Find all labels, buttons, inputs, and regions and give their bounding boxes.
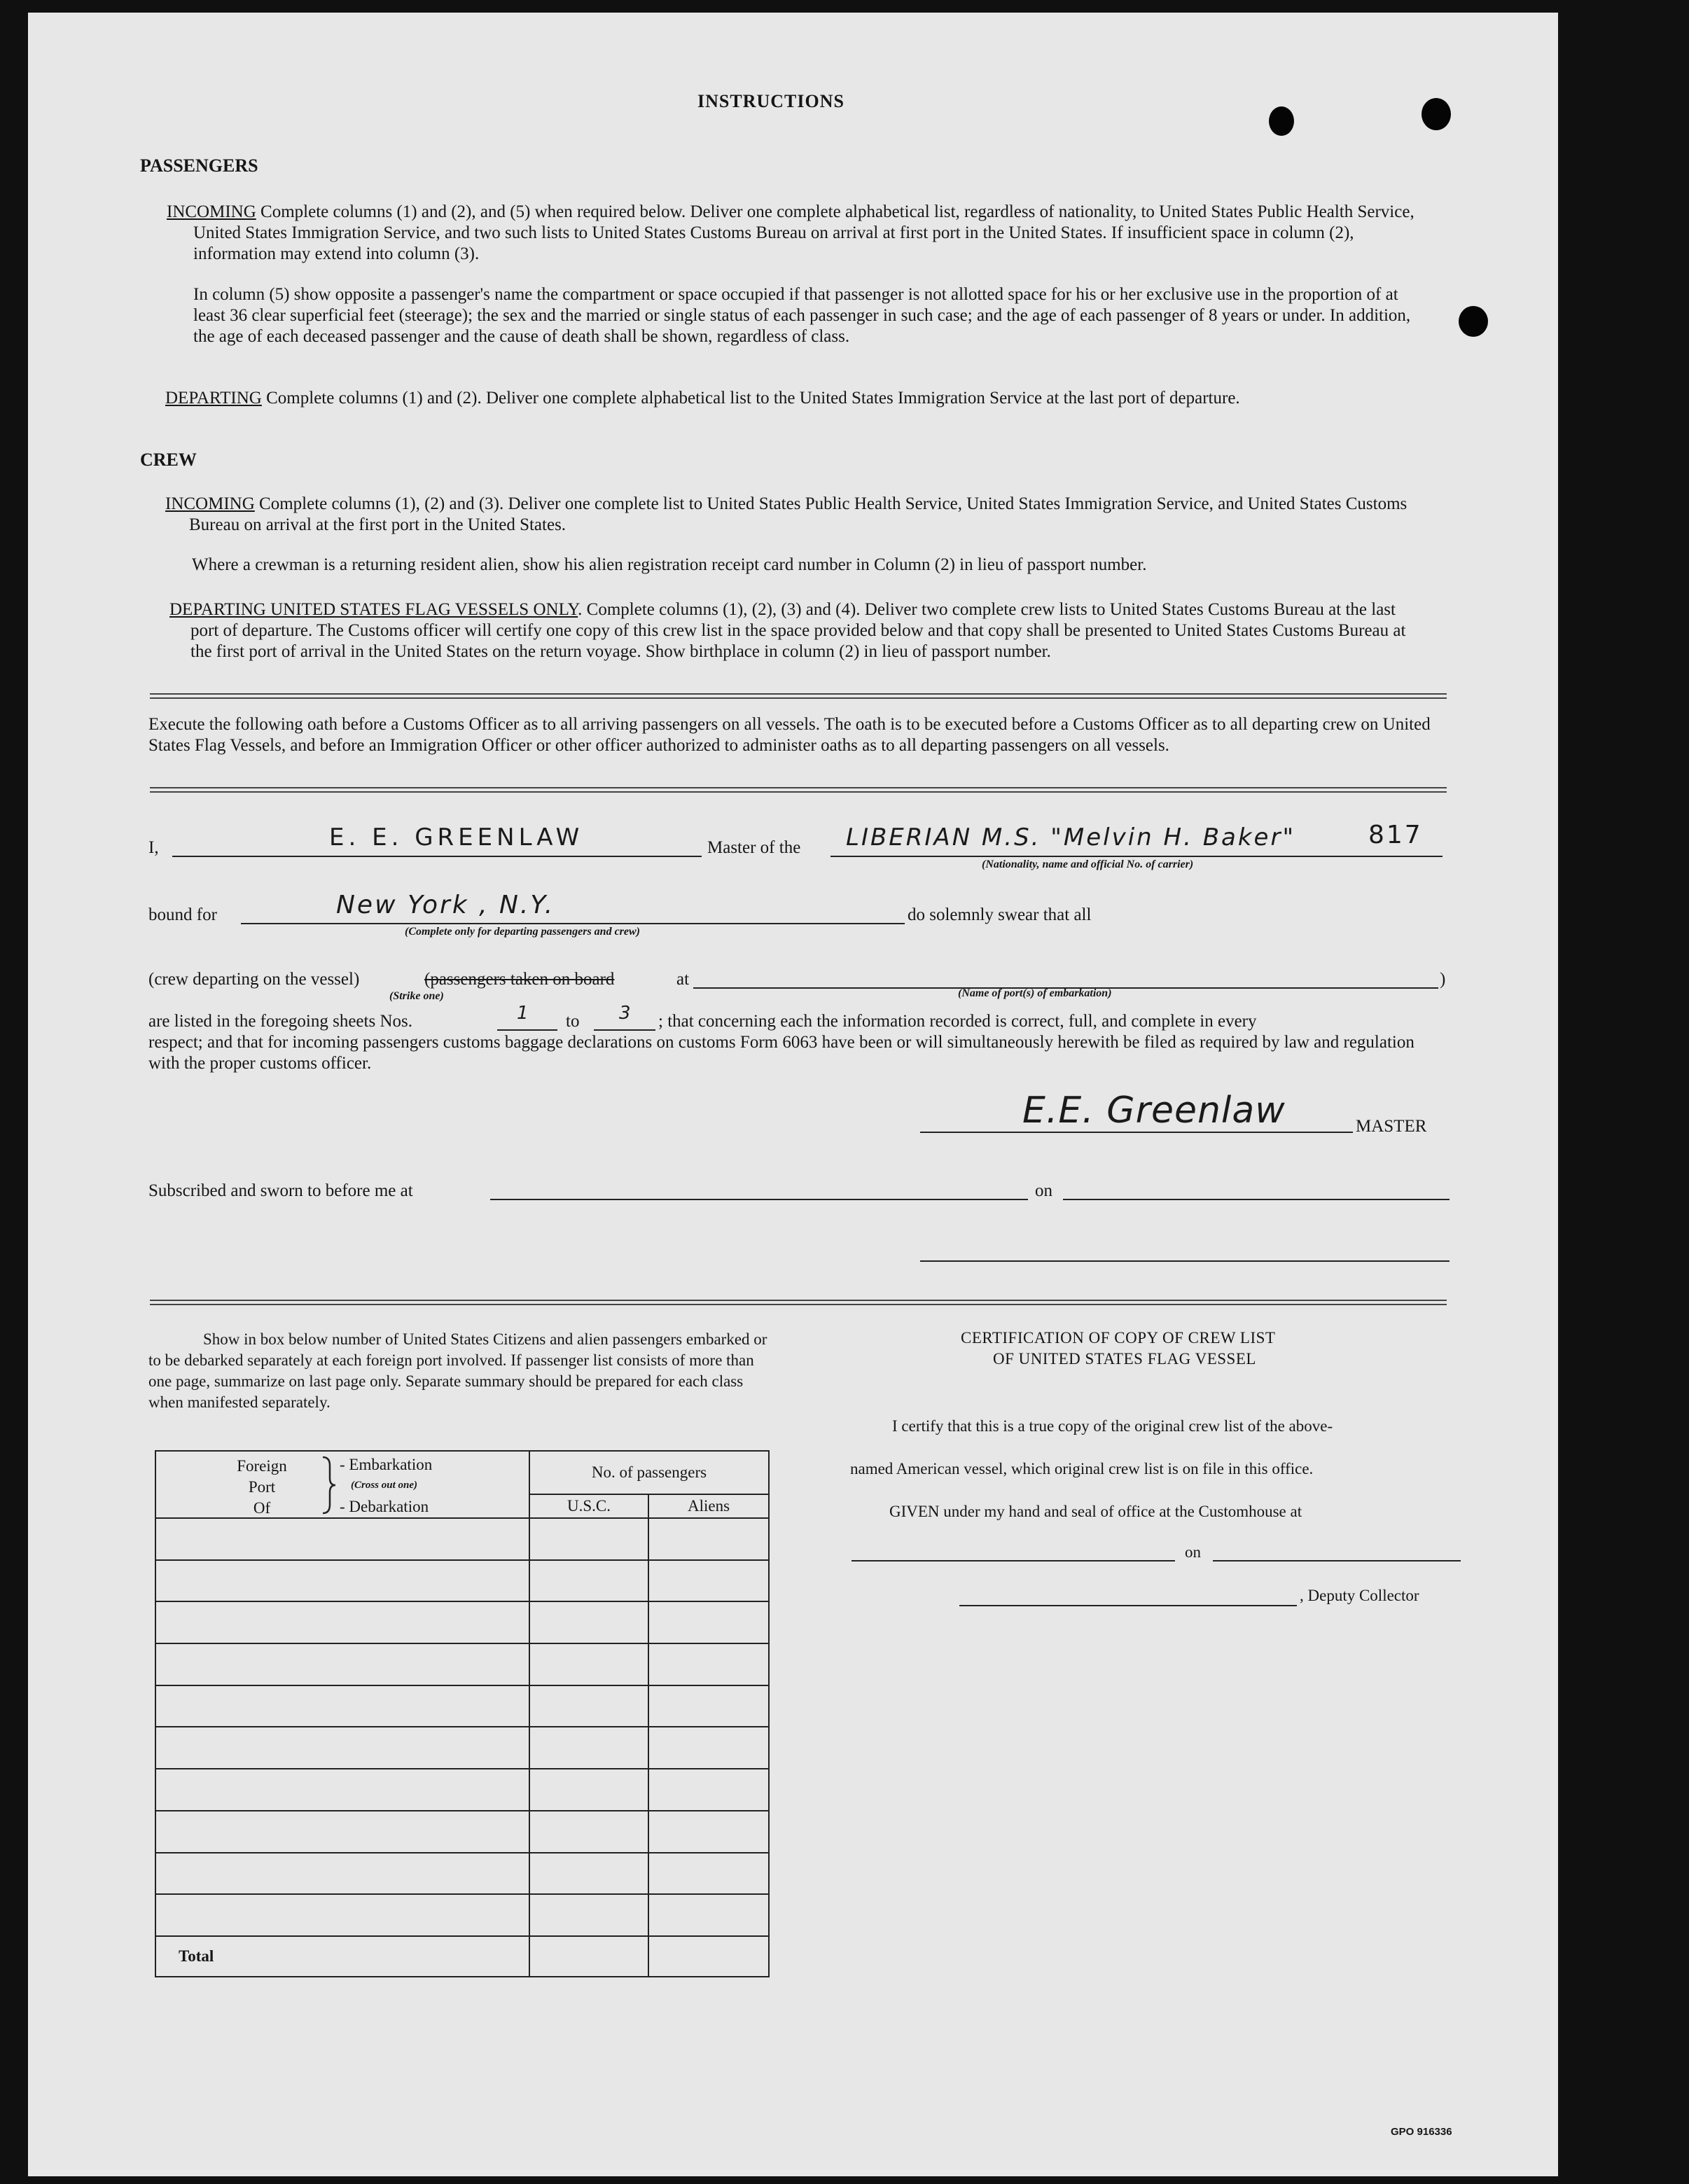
table-row: [155, 1853, 769, 1895]
table-row: [155, 1518, 769, 1560]
certification-on-label: on: [1185, 1543, 1201, 1561]
port-header-line: Port: [248, 1478, 276, 1496]
master-of-label: Master of the: [707, 838, 801, 857]
passengers-departing-paragraph: [165, 388, 1420, 409]
table-row: [155, 1769, 769, 1811]
punch-hole: [1269, 106, 1294, 136]
usc-cell[interactable]: [529, 1727, 648, 1769]
passengers-incoming-label: INCOMING: [167, 202, 256, 221]
crew-heading: CREW: [140, 450, 197, 470]
bound-for-value: New York , N.Y.: [336, 891, 555, 919]
master-label: MASTER: [1356, 1117, 1427, 1136]
port-cell[interactable]: [155, 1853, 529, 1895]
subscribed-label: Subscribed and sworn to before me at: [148, 1181, 413, 1200]
usc-cell[interactable]: [529, 1560, 648, 1602]
aliens-cell[interactable]: [648, 1601, 769, 1643]
port-cell[interactable]: [155, 1601, 529, 1643]
crew-departing-text: . Complete columns (1), (2), (3) and (4). Deliver two complete crew lists to United States Customs Bureau at the last port of departure. The Customs officer will certify one copy of this crew list in the space provided below and that copy shall be presented to United States Customs Bureau at the first port of arrival in the United States on the return voyage. Show birthplace in column (2) in lieu of passport number.: [190, 600, 1406, 661]
table-row: [155, 1727, 769, 1769]
port-header-cell: [155, 1451, 529, 1518]
signature-line: [920, 1132, 1353, 1133]
aliens-cell[interactable]: [648, 1643, 769, 1685]
vessel-name: LIBERIAN M.S. "Melvin H. Baker": [846, 823, 1296, 851]
debarkation-label: - Debarkation: [340, 1498, 429, 1515]
table-row: [155, 1601, 769, 1643]
sheet-to: 3: [619, 1003, 633, 1024]
embarkation-label: - Embarkation: [340, 1456, 433, 1473]
bound-for-caption: (Complete only for departing passengers and crew): [405, 926, 640, 938]
oath-i-label: I,: [148, 838, 159, 857]
master-signature: E.E. Greenlaw: [1022, 1090, 1286, 1132]
sheet-from: 1: [517, 1003, 531, 1024]
subscribed-date-line: [1063, 1199, 1450, 1200]
usc-cell[interactable]: [529, 1853, 648, 1895]
table-row: [155, 1560, 769, 1602]
punch-hole: [1422, 98, 1451, 130]
port-cell[interactable]: [155, 1643, 529, 1685]
listed-suffix: ; that concerning each the information recorded is correct, full, and complete in every: [658, 1012, 1257, 1031]
bound-for-label: bound for: [148, 905, 217, 924]
usc-cell[interactable]: [529, 1685, 648, 1727]
summary-instructions: [148, 1329, 769, 1413]
aliens-cell[interactable]: [648, 1811, 769, 1853]
port-cell[interactable]: [155, 1685, 529, 1727]
usc-header: U.S.C.: [529, 1494, 648, 1518]
table-row: [155, 1894, 769, 1936]
aliens-cell[interactable]: [648, 1685, 769, 1727]
crew-resident-paragraph: Where a crewman is a returning resident alien, show his alien registration receipt card number in Column (2) in lieu of passport number.: [192, 555, 1147, 574]
at-label: at: [676, 970, 690, 989]
crew-incoming-paragraph: [165, 494, 1420, 536]
certification-line3: GIVEN under my hand and seal of office at the Customhouse at: [889, 1503, 1302, 1520]
to-label: to: [566, 1012, 580, 1031]
port-header-line: Foreign: [237, 1457, 287, 1475]
certification-line2: named American vessel, which original crew list is on file in this office.: [850, 1460, 1314, 1477]
deputy-collector-label: , Deputy Collector: [1300, 1587, 1419, 1604]
customhouse-line: [852, 1560, 1175, 1562]
strike-caption: (Strike one): [389, 990, 444, 1002]
subscribed-place-line: [490, 1199, 1028, 1200]
usc-cell[interactable]: [529, 1769, 648, 1811]
passengers-column5-paragraph: In column (5) show opposite a passenger's name the compartment or space occupied if that passenger is not allotted space for his or her exclusive use in the proportion of at least 36 clear superficial feet (steerage); the sex and the married or single status of each passenger in such case; and the age of each passenger of 8 years or under. In addition, the age of each deceased passenger and the cause of death shall be shown, regardless of class.: [193, 285, 1411, 346]
port-cell[interactable]: [155, 1811, 529, 1853]
passenger-summary-table: [155, 1450, 770, 1977]
swear-text: do solemnly swear that all: [908, 905, 1092, 924]
oath-intro: Execute the following oath before a Customs Officer as to all arriving passengers on all vessels. The oath is to be executed before a Customs Officer as to all departing crew on United States Flag Vessels, and before an Immigration Officer or other officer authorized to administer oaths as to all departing passengers on all vessels.: [148, 715, 1431, 755]
usc-cell[interactable]: [529, 1894, 648, 1936]
section-divider: [150, 1300, 1447, 1305]
section-divider: [150, 787, 1447, 793]
port-cell[interactable]: [155, 1894, 529, 1936]
passengers-incoming-paragraph: [167, 202, 1420, 265]
total-aliens-cell[interactable]: [648, 1936, 769, 1977]
crew-departing-paragraph: [169, 599, 1420, 662]
certification-title-line2: OF UNITED STATES FLAG VESSEL: [993, 1350, 1256, 1368]
aliens-cell[interactable]: [648, 1894, 769, 1936]
page-title: INSTRUCTIONS: [697, 91, 844, 111]
crew-departing-text: (crew departing on the vessel): [148, 970, 360, 989]
close-paren: ): [1440, 970, 1446, 989]
ports-caption: (Name of port(s) of embarkation): [958, 987, 1112, 999]
section-divider: [150, 693, 1447, 699]
crew-incoming-text: Complete columns (1), (2) and (3). Deliver one complete list to United States Public Health Service, United States Immigration Service, and United States Customs Bureau on arrival at the first port in the United States.: [189, 494, 1408, 534]
aliens-cell[interactable]: [648, 1769, 769, 1811]
passengers-heading: PASSENGERS: [140, 155, 258, 176]
gpo-code: GPO 916336: [1391, 2126, 1452, 2138]
certification-line1: I certify that this is a true copy of the original crew list of the above-: [892, 1417, 1333, 1435]
port-cell[interactable]: [155, 1560, 529, 1602]
passengers-departing-text: Complete columns (1) and (2). Deliver one complete alphabetical list to the United States Immigration Service at the last port of departure.: [261, 389, 1240, 408]
certification-date-line: [1213, 1560, 1461, 1562]
port-cell[interactable]: [155, 1518, 529, 1560]
passengers-incoming-text: Complete columns (1) and (2), and (5) when required below. Deliver one complete alphabetical list, regardless of nationality, to United States Public Health Service, United States Immigration Service, and two such lists to United States Customs Bureau on arrival at first port in the United States. If insufficient space in column (2), information may extend into column (3).: [193, 202, 1415, 263]
table-row: [155, 1685, 769, 1727]
total-usc-cell[interactable]: [529, 1936, 648, 1977]
aliens-cell[interactable]: [648, 1727, 769, 1769]
passengers-struck-text: (passengers taken on board: [424, 970, 615, 989]
port-header-line: Of: [253, 1499, 271, 1517]
sheet-to-line: [594, 1029, 655, 1031]
usc-cell[interactable]: [529, 1601, 648, 1643]
crew-departing-label: DEPARTING UNITED STATES FLAG VESSELS ONLY: [169, 600, 578, 619]
officer-signature-line: [920, 1260, 1450, 1262]
vessel-caption: (Nationality, name and official No. of carrier): [982, 858, 1194, 870]
sheet-from-line: [497, 1029, 557, 1031]
listed-prefix: are listed in the foregoing sheets Nos.: [148, 1012, 412, 1031]
master-name: E. E. GREENLAW: [329, 823, 584, 851]
bound-for-line: [241, 923, 905, 924]
vessel-line: [830, 856, 1443, 857]
usc-cell[interactable]: [529, 1811, 648, 1853]
crew-incoming-label: INCOMING: [165, 494, 255, 513]
listed-rest: respect; and that for incoming passengers customs baggage declarations on customs Form 6063 have been or will simultaneously herewith be filed as required by law and regulation with the proper customs officer.: [148, 1033, 1415, 1073]
subscribed-on-label: on: [1035, 1181, 1052, 1200]
deputy-collector-line: [959, 1605, 1297, 1606]
passengers-departing-label: DEPARTING: [165, 389, 262, 408]
no-passengers-header: No. of passengers: [529, 1451, 769, 1494]
summary-text: Show in box below number of United States Citizens and alien passengers embarked or to be debarked separately at each foreign port involved. If passenger list consists of more than one page, summarize on last page only. Separate summary should be prepared for each class when manifested separately.: [148, 1330, 767, 1411]
master-name-line: [172, 856, 702, 857]
total-label: Total: [155, 1936, 529, 1977]
usc-cell[interactable]: [529, 1643, 648, 1685]
usc-cell[interactable]: [529, 1518, 648, 1560]
brace-icon: [320, 1456, 337, 1515]
port-cell[interactable]: [155, 1727, 529, 1769]
aliens-header: Aliens: [648, 1494, 769, 1518]
cross-out-caption: (Cross out one): [351, 1480, 418, 1491]
official-number: 817: [1368, 821, 1423, 849]
punch-hole: [1459, 306, 1488, 337]
aliens-cell[interactable]: [648, 1560, 769, 1602]
table-row: [155, 1643, 769, 1685]
port-cell[interactable]: [155, 1769, 529, 1811]
aliens-cell[interactable]: [648, 1853, 769, 1895]
certification-title-line1: CERTIFICATION OF COPY OF CREW LIST: [961, 1329, 1276, 1347]
table-row: [155, 1811, 769, 1853]
aliens-cell[interactable]: [648, 1518, 769, 1560]
